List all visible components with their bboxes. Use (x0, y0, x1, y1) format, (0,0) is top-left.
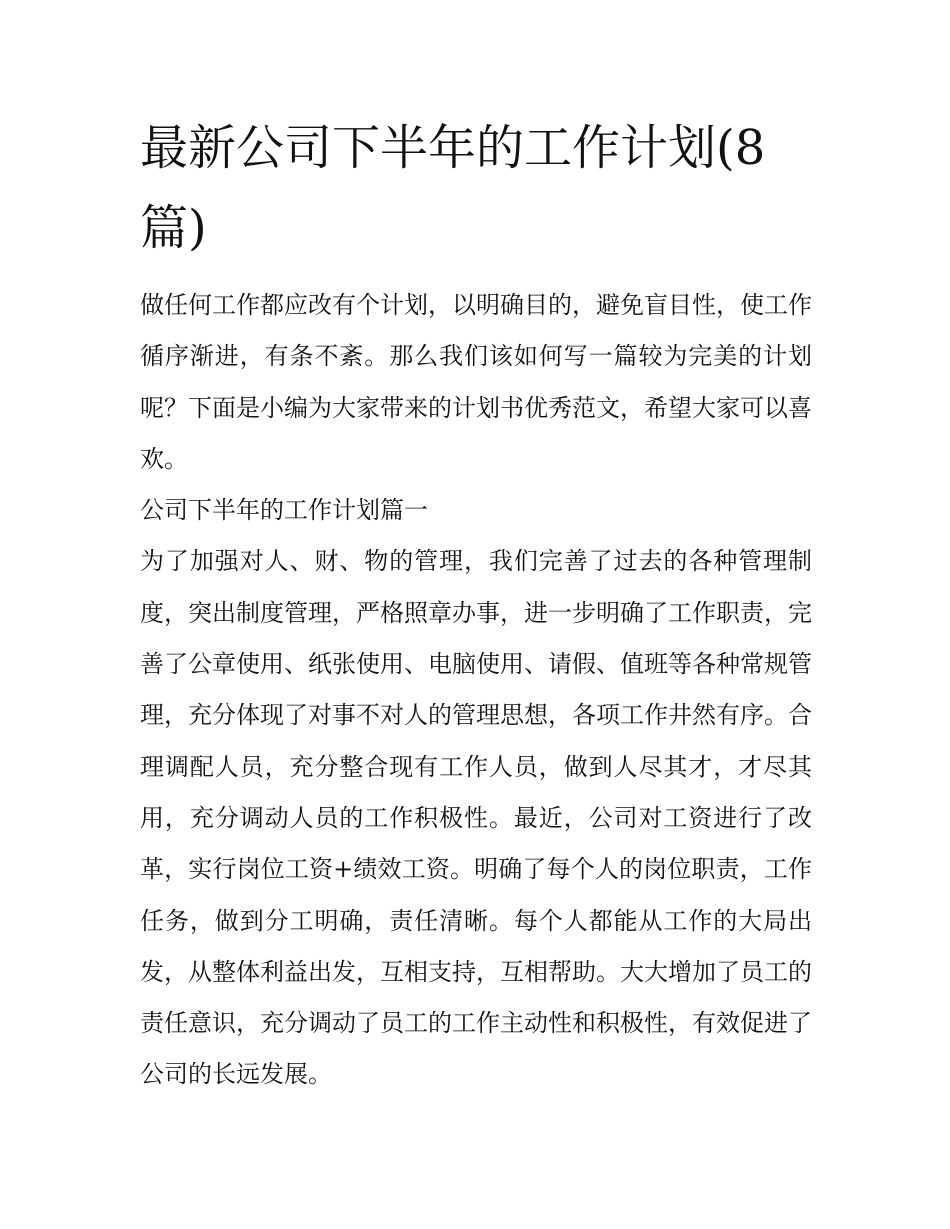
document-page (140, 108, 812, 1101)
body-paragraph: 为了加强对人、财、物的管理，我们完善了过去的各种管理制度，突出制度管理，严格照章办事，进一步明确了工作职责，完善了公章使用、纸张使用、电脑使用、请假、值班等各种常规管理，充分体现了对事不对人的管理思想，各项工作井然有序。合理调配人员，充分整合现有工作人员，做到人尽其才，才尽其用，充分调动人员的工作积极性。最近，公司对工资进行了改革，实行岗位工资+绩效工资。明确了每个人的岗位职责，工作任务，做到分工明确，责任清晰。每个人都能从工作的大局出发，从整体利益出发，互相支持，互相帮助。大大增加了员工的责任意识，充分调动了员工的工作主动性和积极性，有效促进了公司的长远发展。 (140, 547, 812, 1089)
section-heading: 公司下半年的工作计划篇一 (140, 496, 428, 525)
intro-paragraph: 做任何工作都应改有个计划，以明确目的，避免盲目性，使工作循序渐进，有条不紊。那么我们该如何写一篇较为完美的计划呢？下面是小编为大家带来的计划书优秀范文，希望大家可以喜欢。 (140, 291, 812, 473)
document-title: 最新公司下半年的工作计划(8篇) (140, 120, 766, 256)
